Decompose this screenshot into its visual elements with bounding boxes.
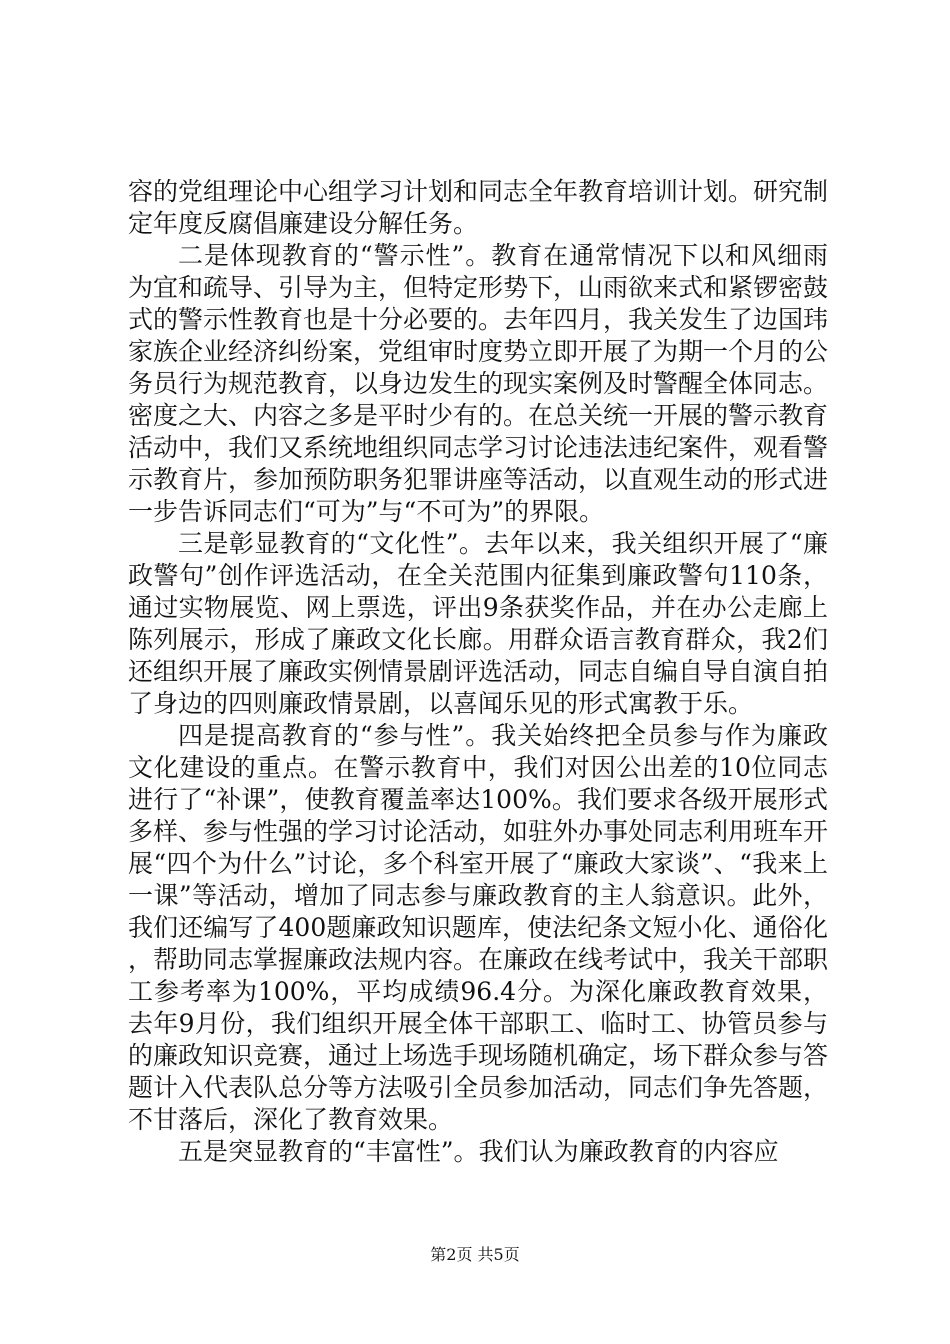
paragraph-continuation: 容的党组理论中心组学习计划和同志全年教育培训计划。研究制定年度反腐倡廉建设分解任务。 <box>128 177 829 238</box>
paragraph-culture: 三是彰显教育的“文化性”。去年以来，我关组织开展了“廉政警句”创作评选活动，在全关范围内征集到廉政警句110条，通过实物展览、网上票选，评出9条获奖作品，并在办公走廊上陈列展示，形成了廉政文化长廊。用群众语言教育群众，我2们还组织开展了廉政实例情景剧评选活动，同志自编自导自演自拍了身边的四则廉政情景剧，以喜闻乐见的形式寓教于乐。 <box>128 529 829 718</box>
paragraph-participation: 四是提高教育的“参与性”。我关始终把全员参与作为廉政文化建设的重点。在警示教育中，我们对因公出差的10位同志进行了“补课”，使教育覆盖率达100%。我们要求各级开展形式多样、参与性强的学习讨论活动，如驻外办事处同志利用班车开展“四个为什么”讨论，多个科室开展了“廉政大家谈”、“我来上一课”等活动，增加了同志参与廉政教育的主人翁意识。此外，我们还编写了400题廉政知识题库，使法纪条文短小化、通俗化，帮助同志掌握廉政法规内容。在廉政在线考试中，我关干部职工参考率为100%，平均成绩96.4分。为深化廉政教育效果，去年9月份，我们组织开展全体干部职工、临时工、协管员参与的廉政知识竞赛，通过上场选手现场随机确定，场下群众参与答题计入代表队总分等方法吸引全员参加活动，同志们争先答题，不甘落后，深化了教育效果。 <box>128 721 829 1134</box>
paragraph-warning: 二是体现教育的“警示性”。教育在通常情况下以和风细雨为宜和疏导、引导为主，但特定形势下，山雨欲来式和紧锣密鼓式的警示性教育也是十分必要的。去年四月，我关发生了边国玮家族企业经济纠纷案，党组审时度势立即开展了为期一个月的公务员行为规范教育，以身边发生的现实案例及时警醒全体同志。密度之大、内容之多是平时少有的。在总关统一开展的警示教育活动中，我们又系统地组织同志学习讨论违法违纪案件，观看警示教育片，参加预防职务犯罪讲座等活动，以直观生动的形式进一步告诉同志们“可为”与“不可为”的界限。 <box>128 241 829 526</box>
paragraph-richness: 五是突显教育的“丰富性”。我们认为廉政教育的内容应 <box>178 1137 779 1166</box>
body-text <box>128 176 828 1168</box>
page-number-footer: 第2页 共5页 <box>430 1245 520 1264</box>
